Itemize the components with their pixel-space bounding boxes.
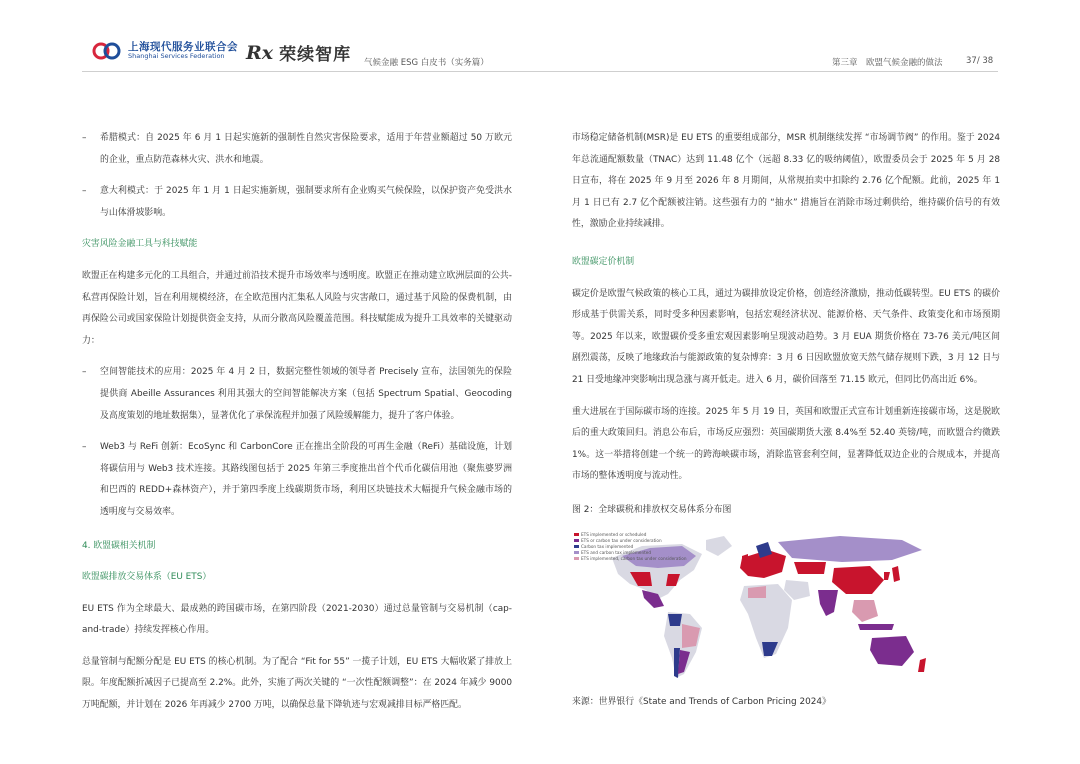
- legend-item: Carbon tax implemented: [574, 544, 687, 550]
- paragraph-tools: 欧盟正在构建多元化的工具组合，并通过前沿技术提升市场效率与透明度。欧盟正在推动建立欧洲层面的公共-私营再保险计划，旨在利用规模经济，在全欧范围内汇集私人风险与灾害敞口，通过基于风险的保费机制，由再保险公司或国家保险计划提供资金支持，从而分散高风险覆盖范围。科技赋能成为提升工具效率的关键驱动力：: [82, 270, 512, 346]
- heading-carbon-pricing: 欧盟碳定价机制: [572, 256, 635, 267]
- paragraph-market-link: 重大进展在于国际碳市场的连接。2025 年 5 月 19 日，英国和欧盟正式宣布计划重新连接碳市场，这是脱欧后的重大政策回归。消息公布后，市场反应强烈：英国碳期货大涨 8.4%至 52.40 英镑/吨，而欧盟合约微跌 1%。这一举措将创建一个统一的跨海峡碳市场，消除监管套利空间，显著降低双边企业的合规成本，并提高市场的整体透明度与流动性。: [572, 406, 1000, 482]
- subheading-eu-ets: 欧盟碳排放交易体系（EU ETS）: [82, 572, 212, 583]
- rx-mark: Rx: [246, 41, 274, 64]
- map-colombia: [668, 614, 682, 626]
- legend-swatch: [574, 545, 579, 548]
- document-title: 气候金融 ESG 白皮书（实务篇）: [364, 58, 489, 68]
- page-header: [0, 0, 1080, 76]
- legend-item: ETS and carbon tax implemented: [574, 550, 687, 556]
- bullet-text: 希腊模式：自 2025 年 6 月 1 日起实施新的强制性自然灾害保险要求，适用于年营业额超过 50 万欧元的企业，重点防范森林火灾、洪水和地震。: [100, 133, 512, 165]
- legend-swatch: [574, 533, 579, 536]
- bullet-dash: –: [82, 186, 87, 197]
- paragraph-ets-intro: EU ETS 作为全球最大、最成熟的跨国碳市场，在第四阶段（2021-2030）通过总量管制与交易机制（cap-and-trade）持续发挥核心作用。: [82, 603, 512, 636]
- bullet-dash: –: [82, 133, 87, 143]
- heading-disaster-tools: 灾害风险金融工具与科技赋能: [82, 239, 198, 250]
- legend-swatch: [574, 557, 579, 560]
- list-item-spatial: [82, 362, 512, 427]
- figure-caption: 图 2：全球碳税和排放权交易体系分布图: [572, 504, 732, 515]
- bullet-text: 意大利模式：于 2025 年 1 月 1 日起实施新规，强制要求所有企业购买气候保险，以保护资产免受洪水与山体滑坡影响。: [100, 186, 512, 218]
- paragraph-msr: 市场稳定储备机制(MSR)是 EU ETS 的重要组成部分，MSR 机制继续发挥 “市场调节阀” 的作用。鉴于 2024 年总流通配额数量（TNAC）达到 11.48 亿个（远超 8.33 亿的吸纳阈值），欧盟委员会于 2025 年 5 月 28 日宣布，将在 2025 年 9 月至 2026 年 8 月期间，从常规拍卖中扣除约 2.76 亿个配额。此前，2025 年 1 月 1 日已有 2.7 亿个配额被注销。这些强有力的 “抽水” 措施旨在消除市场过剩供给，维持碳价信号的有效性，激励企业持续减排。: [572, 133, 1000, 230]
- page-number: 37/ 38: [966, 56, 994, 66]
- list-item-italy: [82, 181, 512, 224]
- bullet-dash: –: [82, 442, 87, 453]
- list-item-web3: [82, 437, 512, 523]
- legend-swatch: [574, 539, 579, 542]
- org1-name-cn: 上海现代服务业联合会: [128, 40, 238, 53]
- ssf-logo-icon: [92, 40, 122, 62]
- header-divider: [82, 71, 998, 72]
- chapter-title: 第三章 欧盟气候金融的做法: [832, 58, 943, 68]
- legend-swatch: [574, 551, 579, 554]
- legend-item: ETS implemented, carbon tax under consideration: [574, 556, 687, 562]
- map-indonesia: [858, 624, 894, 630]
- paragraph-ets-cap: 总量管制与配额分配是 EU ETS 的核心机制。为了配合 “Fit for 55” 一揽子计划，EU ETS 大幅收紧了排放上限。年度配额折减因子已提高至 2.2%。此外，实施了两次关键的 “一次性配额调整”：在 2024 年减少 9000 万吨配额，并计划在 2026 年再减少 2700 万吨，以确保总量下降轨迹与宏观减排目标严格匹配。: [82, 656, 512, 711]
- left-column: [82, 128, 512, 717]
- bullet-text: Web3 与 ReFi 创新：EcoSync 和 CarbonCore 正在推出全阶段的可再生金融（ReFi）基础设施，计划将碳信用与 Web3 技术连接。其路线图包括于 2025 年第三季度推出首个代币化碳信用池（聚焦婆罗洲和巴西的 REDD+森林资产），并于第四季度上线碳期货市场，利用区块链技术大幅提升气候金融市场的透明度与交易效率。: [100, 442, 512, 517]
- bullet-dash: –: [82, 367, 87, 378]
- map-legend: [574, 532, 687, 562]
- map-north-africa: [748, 586, 766, 598]
- figure-source: 来源：世界银行《State and Trends of Carbon Pricing 2024》: [572, 696, 831, 707]
- carbon-pricing-world-map: [572, 528, 948, 692]
- right-column: [572, 128, 1000, 713]
- map-kazakhstan: [794, 562, 826, 574]
- rongxu-logo: [246, 40, 351, 65]
- legend-item: ETS implemented or scheduled: [574, 532, 687, 538]
- ssf-logo: [92, 40, 238, 62]
- bullet-text: 空间智能技术的应用：2025 年 4 月 2 日，数据完整性领域的领导者 Precisely 宣布，法国领先的保险提供商 Abeille Assurances 利用其强大的空间智能解决方案（包括 Spectrum Spatial、Geocoding 及高度策划的地址数据集），显著优化了承保流程并加强了风险缓解能力，提升了客户体验。: [100, 367, 512, 421]
- section-heading: 4. 欧盟碳相关机制: [82, 540, 156, 551]
- legend-item: ETS or carbon tax under consideration: [574, 538, 687, 544]
- paragraph-pricing: 碳定价是欧盟气候政策的核心工具，通过为碳排放设定价格，创造经济激励，推动低碳转型。EU ETS 的碳价形成基于供需关系，同时受多种因素影响，包括宏观经济状况、能源价格、天气条件、政策变化和市场预期等。2025 年以来，欧盟碳价受多重宏观因素影响呈现波动趋势。3 月 EUA 期货价格在 73-76 美元/吨区间剧烈震荡，反映了地缘政治与能源政策的复杂博弈：3 月 6 日因欧盟放宽天然气储存规则下跌，3 月 12 日与 21 日受地缘冲突影响出现急涨与离开低走。进入 6 月，碳价回落至 71.15 欧元，但同比仍高出近 6%。: [572, 288, 1000, 385]
- list-item-greece: [82, 128, 512, 171]
- org1-name-en: Shanghai Services Federation: [128, 52, 225, 61]
- org2-name-cn: 荣续智库: [279, 45, 352, 65]
